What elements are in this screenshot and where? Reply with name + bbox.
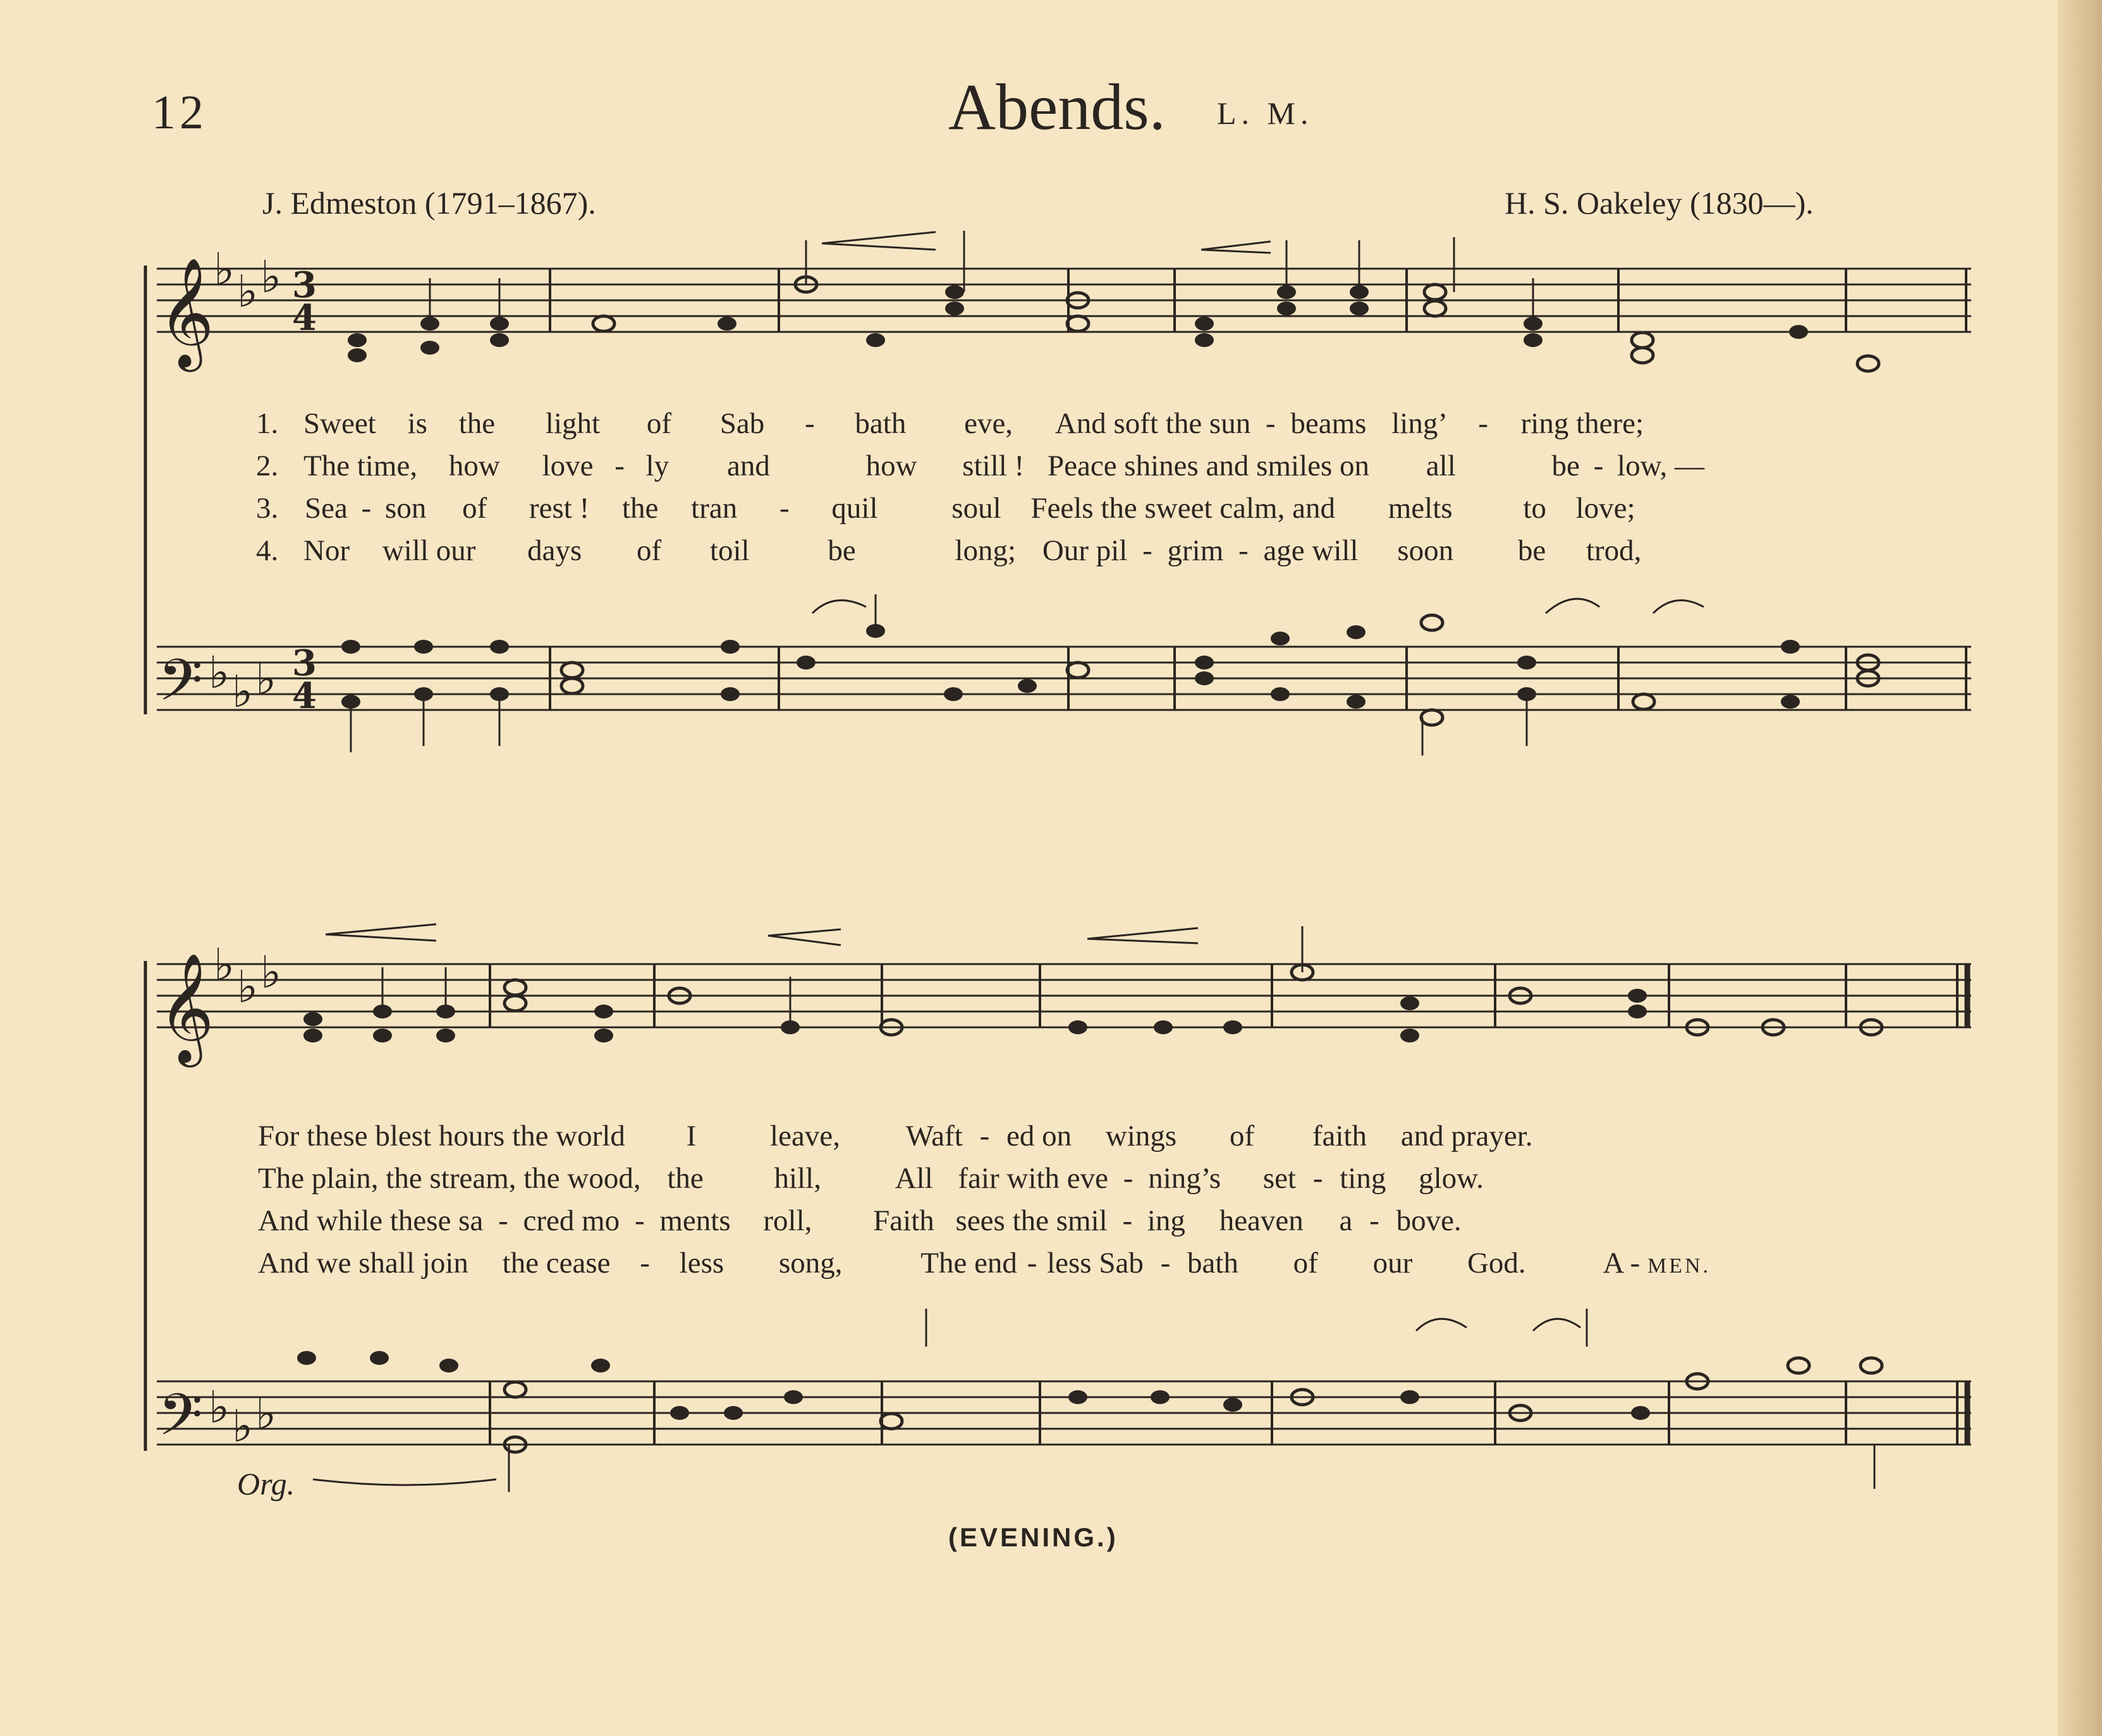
lyric-syllable: soul (951, 492, 1001, 525)
lyric-syllable: And we shall join (258, 1247, 468, 1280)
lyric-syllable: Peace shines and smiles on (1047, 449, 1370, 482)
lyric-syllable: And while these sa (258, 1204, 484, 1237)
svg-text:4: 4 (292, 675, 317, 717)
lyric-hyphen: - (1265, 407, 1276, 440)
lyric-syllable: be (1517, 534, 1546, 567)
lyric-syllable: ting (1340, 1162, 1386, 1195)
lyric-syllable: less (679, 1247, 724, 1280)
verse-1-line-1 (256, 406, 1644, 441)
lyric-hyphen: - (614, 449, 625, 482)
tune-subtitle: (EVENING.) (948, 1522, 1118, 1552)
lyric-syllable: low, — (1617, 449, 1704, 482)
lyric-hyphen: - (1478, 407, 1488, 440)
lyric-syllable: rest ! (529, 492, 590, 525)
lyric-syllable: love (542, 449, 594, 482)
verse-4-line-2 (258, 1246, 1711, 1280)
lyric-hyphen: - (805, 407, 815, 440)
lyric-syllable: heaven (1219, 1204, 1304, 1237)
lyric-syllable: wings (1105, 1120, 1177, 1152)
verse-3-line-2 (258, 1204, 1462, 1238)
lyric-syllable: faith (1312, 1120, 1367, 1152)
lyric-hyphen: - (1593, 449, 1604, 482)
lyric-syllable: tran (691, 492, 738, 525)
lyric-syllable: glow. (1419, 1162, 1484, 1195)
lyric-syllable: Nor (303, 534, 350, 567)
lyric-syllable: Feels the sweet calm, and (1030, 492, 1335, 525)
lyric-syllable: of (1293, 1247, 1318, 1280)
lyric-syllable: the cease (502, 1247, 611, 1280)
verse-2-line-2 (258, 1161, 1484, 1195)
lyric-syllable: eve, (964, 407, 1013, 440)
svg-text:♭: ♭ (260, 946, 282, 998)
verse-3-line-1 (256, 491, 1635, 525)
lyric-syllable: ning’s (1148, 1162, 1221, 1195)
lyric-syllable: The end (920, 1247, 1017, 1280)
lyric-syllable: age will (1263, 534, 1359, 567)
lyric-syllable: bove. (1396, 1204, 1462, 1237)
lyric-syllable: a (1339, 1204, 1353, 1237)
amen (1603, 1247, 1711, 1280)
lyric-syllable: ling’ (1391, 407, 1446, 440)
lyric-syllable: of (646, 407, 671, 440)
lyric-syllable: roll, (763, 1204, 812, 1237)
lyric-syllable: ing (1147, 1204, 1185, 1237)
lyric-syllable: and (726, 449, 770, 482)
lyric-syllable: son (385, 492, 427, 525)
lyric-syllable: is (407, 407, 427, 440)
lyric-syllable: set (1262, 1162, 1297, 1195)
system-2-treble-staff (157, 964, 1971, 1027)
lyric-hyphen: - (1238, 534, 1249, 567)
organ-marking: Org. (237, 1466, 295, 1501)
lyric-syllable: light (545, 407, 601, 440)
lyric-syllable: beams (1290, 407, 1367, 440)
hymn-title: Abends. (948, 71, 1166, 144)
lyric-syllable: trod, (1586, 534, 1642, 567)
lyric-hyphen: - (979, 1120, 990, 1152)
lyric-syllable: song, (778, 1247, 843, 1280)
amen-hyphen: - (1630, 1247, 1641, 1280)
lyric-syllable: love; (1575, 492, 1635, 525)
lyric-hyphen: - (640, 1247, 650, 1280)
lyric-syllable: All (895, 1162, 933, 1195)
lyric-syllable: And soft the sun (1054, 407, 1251, 440)
lyric-syllable: cred mo (523, 1204, 620, 1237)
lyric-syllable: The time, (303, 449, 418, 482)
svg-text:3: 3 (292, 642, 317, 684)
svg-text:♭: ♭ (255, 653, 277, 705)
lyric-hyphen: - (1369, 1204, 1379, 1237)
lyric-syllable: toil (709, 534, 750, 567)
lyric-syllable: will our (382, 534, 476, 567)
lyric-syllable: God. (1467, 1247, 1526, 1280)
lyric-syllable: be (828, 534, 856, 567)
verse-number: 2. (256, 449, 279, 482)
lyric-hyphen: - (1142, 534, 1152, 567)
lyric-syllable: grim (1167, 534, 1224, 567)
lyric-syllable: ments (659, 1204, 731, 1237)
verse-1-line-2 (258, 1119, 1533, 1153)
svg-text:3: 3 (292, 264, 317, 306)
lyric-syllable: Our pil (1042, 534, 1128, 567)
svg-text:♭: ♭ (260, 251, 282, 303)
lyric-syllable: Waft (905, 1120, 963, 1152)
lyric-syllable: all (1426, 449, 1456, 482)
treble-clef-icon: 𝄞 (158, 257, 214, 367)
lyric-syllable: ly (645, 449, 669, 482)
bass-clef-icon: 𝄢 (158, 1381, 203, 1462)
lyric-syllable: sees the smil (955, 1204, 1108, 1237)
svg-text:♭: ♭ (255, 1388, 277, 1440)
hymn-meter: L. M. (1217, 95, 1314, 131)
lyric-syllable: and prayer. (1400, 1120, 1533, 1152)
lyric-syllable: The plain, the stream, the wood, (258, 1162, 641, 1195)
lyric-syllable: the (667, 1162, 704, 1195)
lyric-syllable: ring there; (1520, 407, 1644, 440)
lyric-syllable: how (448, 449, 500, 482)
lyric-syllable: less Sab (1047, 1247, 1144, 1280)
svg-text:♭: ♭ (237, 961, 259, 1013)
page-number: 12 (152, 86, 207, 139)
lyric-syllable: Faith (873, 1204, 934, 1237)
lyric-hyphen: - (1123, 1162, 1133, 1195)
svg-text:♭: ♭ (232, 666, 254, 718)
time-signature-icon (292, 264, 317, 717)
lyric-syllable: to (1523, 492, 1546, 525)
lyric-syllable: of (462, 492, 487, 525)
lyric-syllable: soon (1397, 534, 1454, 567)
lyric-hyphen: - (634, 1204, 645, 1237)
treble-clef-icon: 𝄞 (158, 953, 214, 1063)
lyric-syllable: Sweet (303, 407, 376, 440)
amen-men: MEN. (1647, 1254, 1711, 1278)
lyric-hyphen: - (1160, 1247, 1171, 1280)
lyric-syllable: bath (1187, 1247, 1238, 1280)
verse-number: 4. (256, 534, 279, 567)
system-1-bass-staff (157, 647, 1971, 710)
svg-text:♭: ♭ (237, 266, 259, 317)
bass-clef-icon: 𝄢 (158, 647, 203, 728)
lyric-syllable: hill, (774, 1162, 821, 1195)
lyric-hyphen: - (1312, 1162, 1323, 1195)
lyric-syllable: the (622, 492, 659, 525)
lyric-hyphen: - (498, 1204, 508, 1237)
lyric-syllable: of (1229, 1120, 1255, 1152)
lyric-syllable: the (458, 407, 496, 440)
verse-number: 3. (256, 492, 279, 525)
lyric-syllable: Sea (305, 492, 348, 525)
lyric-hyphen: - (1027, 1247, 1037, 1280)
lyric-syllable: be (1551, 449, 1580, 482)
lyric-syllable: melts (1388, 492, 1453, 525)
verse-number: 1. (256, 407, 279, 440)
lyric-hyphen: - (1122, 1204, 1133, 1237)
lyric-syllable: Sab (719, 407, 765, 440)
verse-2-line-1 (256, 449, 1704, 483)
lyric-syllable: quil (831, 492, 878, 525)
lyric-syllable: For these blest hours the world (258, 1120, 625, 1152)
svg-text:♭: ♭ (214, 939, 235, 991)
lyric-hyphen: - (779, 492, 790, 525)
lyric-syllable: leave, (770, 1120, 840, 1152)
svg-text:♭: ♭ (209, 1381, 230, 1433)
svg-text:♭: ♭ (232, 1400, 254, 1452)
svg-text:4: 4 (292, 297, 317, 339)
lyric-syllable: ed on (1006, 1120, 1072, 1152)
lyric-syllable: of (637, 534, 662, 567)
lyric-hyphen: - (361, 492, 372, 525)
amen-a: A (1603, 1247, 1623, 1280)
lyric-syllable: our (1372, 1247, 1413, 1280)
lyric-syllable: how (865, 449, 917, 482)
svg-text:♭: ♭ (214, 243, 235, 295)
verse-4-line-1 (256, 534, 1641, 568)
lyric-syllable: still ! (962, 449, 1025, 482)
lyricist-credit: J. Edmeston (1791–1867). (262, 185, 596, 221)
lyric-syllable: I (686, 1120, 697, 1152)
lyric-syllable: bath (855, 407, 907, 440)
composer-credit: H. S. Oakeley (1830—). (1505, 185, 1814, 221)
lyric-syllable: fair with eve (958, 1162, 1109, 1195)
lyric-syllable: long; (955, 534, 1017, 567)
system-2-bass-staff (157, 1381, 1971, 1445)
svg-text:♭: ♭ (209, 647, 230, 699)
lyric-syllable: days (527, 534, 582, 567)
